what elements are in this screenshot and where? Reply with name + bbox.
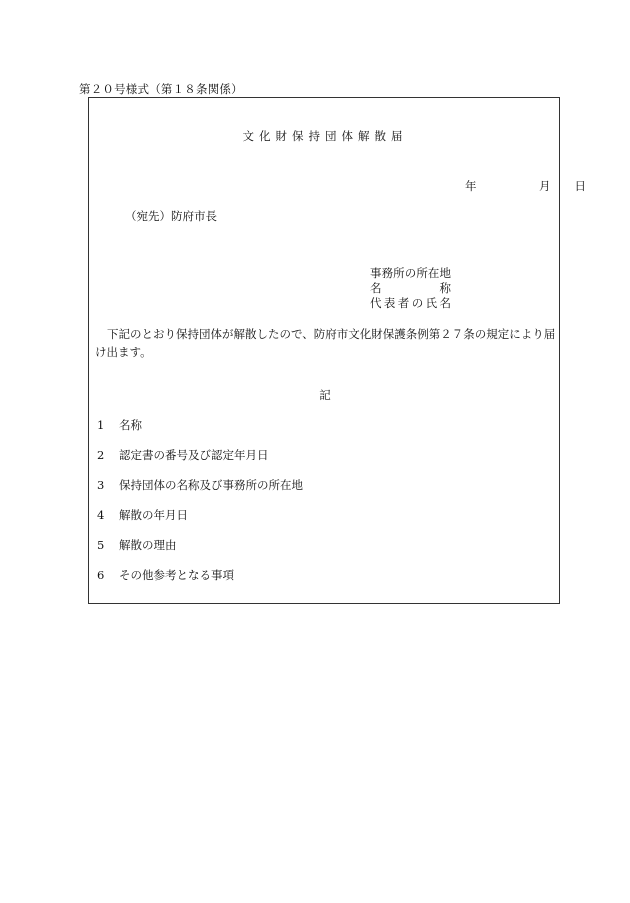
sender-name-row [370,280,451,296]
item-label: 認定書の番号及び認定年月日 [119,448,269,462]
item-number: 1 [97,418,105,432]
date-day: 日 [574,179,586,193]
list-item [97,567,234,583]
sender-address-label: 事務所の所在地 [370,266,451,280]
addressee: （宛先）防府市長 [125,209,217,223]
item-label: 保持団体の名称及び事務所の所在地 [119,478,303,492]
list-item [97,477,303,493]
list-item [97,447,269,463]
sender-address-row [370,265,451,281]
sender-representative-label: 代表者の氏名 [370,296,451,310]
date-line [465,178,586,194]
form-title: 文化財保持団体解散届 [242,129,408,143]
list-item [97,417,142,433]
ki-heading: 記 [319,388,331,402]
item-number: 3 [97,478,105,492]
item-number: 2 [97,448,105,462]
item-number: 6 [97,568,105,582]
item-number: 4 [97,508,105,522]
sender-representative-row [370,295,451,311]
item-label: 解散の年月日 [119,508,188,522]
body-text: 下記のとおり保持団体が解散したので、防府市文化財保護条例第２７条の規定により届け出ます。 [95,327,556,359]
list-item [97,507,188,523]
item-label: 名称 [119,418,142,432]
form-number: 第２０号様式（第１８条関係） [79,82,243,96]
sender-name-label: 名称 [370,281,451,295]
item-number: 5 [97,538,105,552]
item-label: 解散の理由 [119,538,177,552]
date-month: 月 [539,179,551,193]
list-item [97,537,177,553]
item-label: その他参考となる事項 [119,568,234,582]
date-year: 年 [465,179,477,193]
form-frame [88,97,586,604]
